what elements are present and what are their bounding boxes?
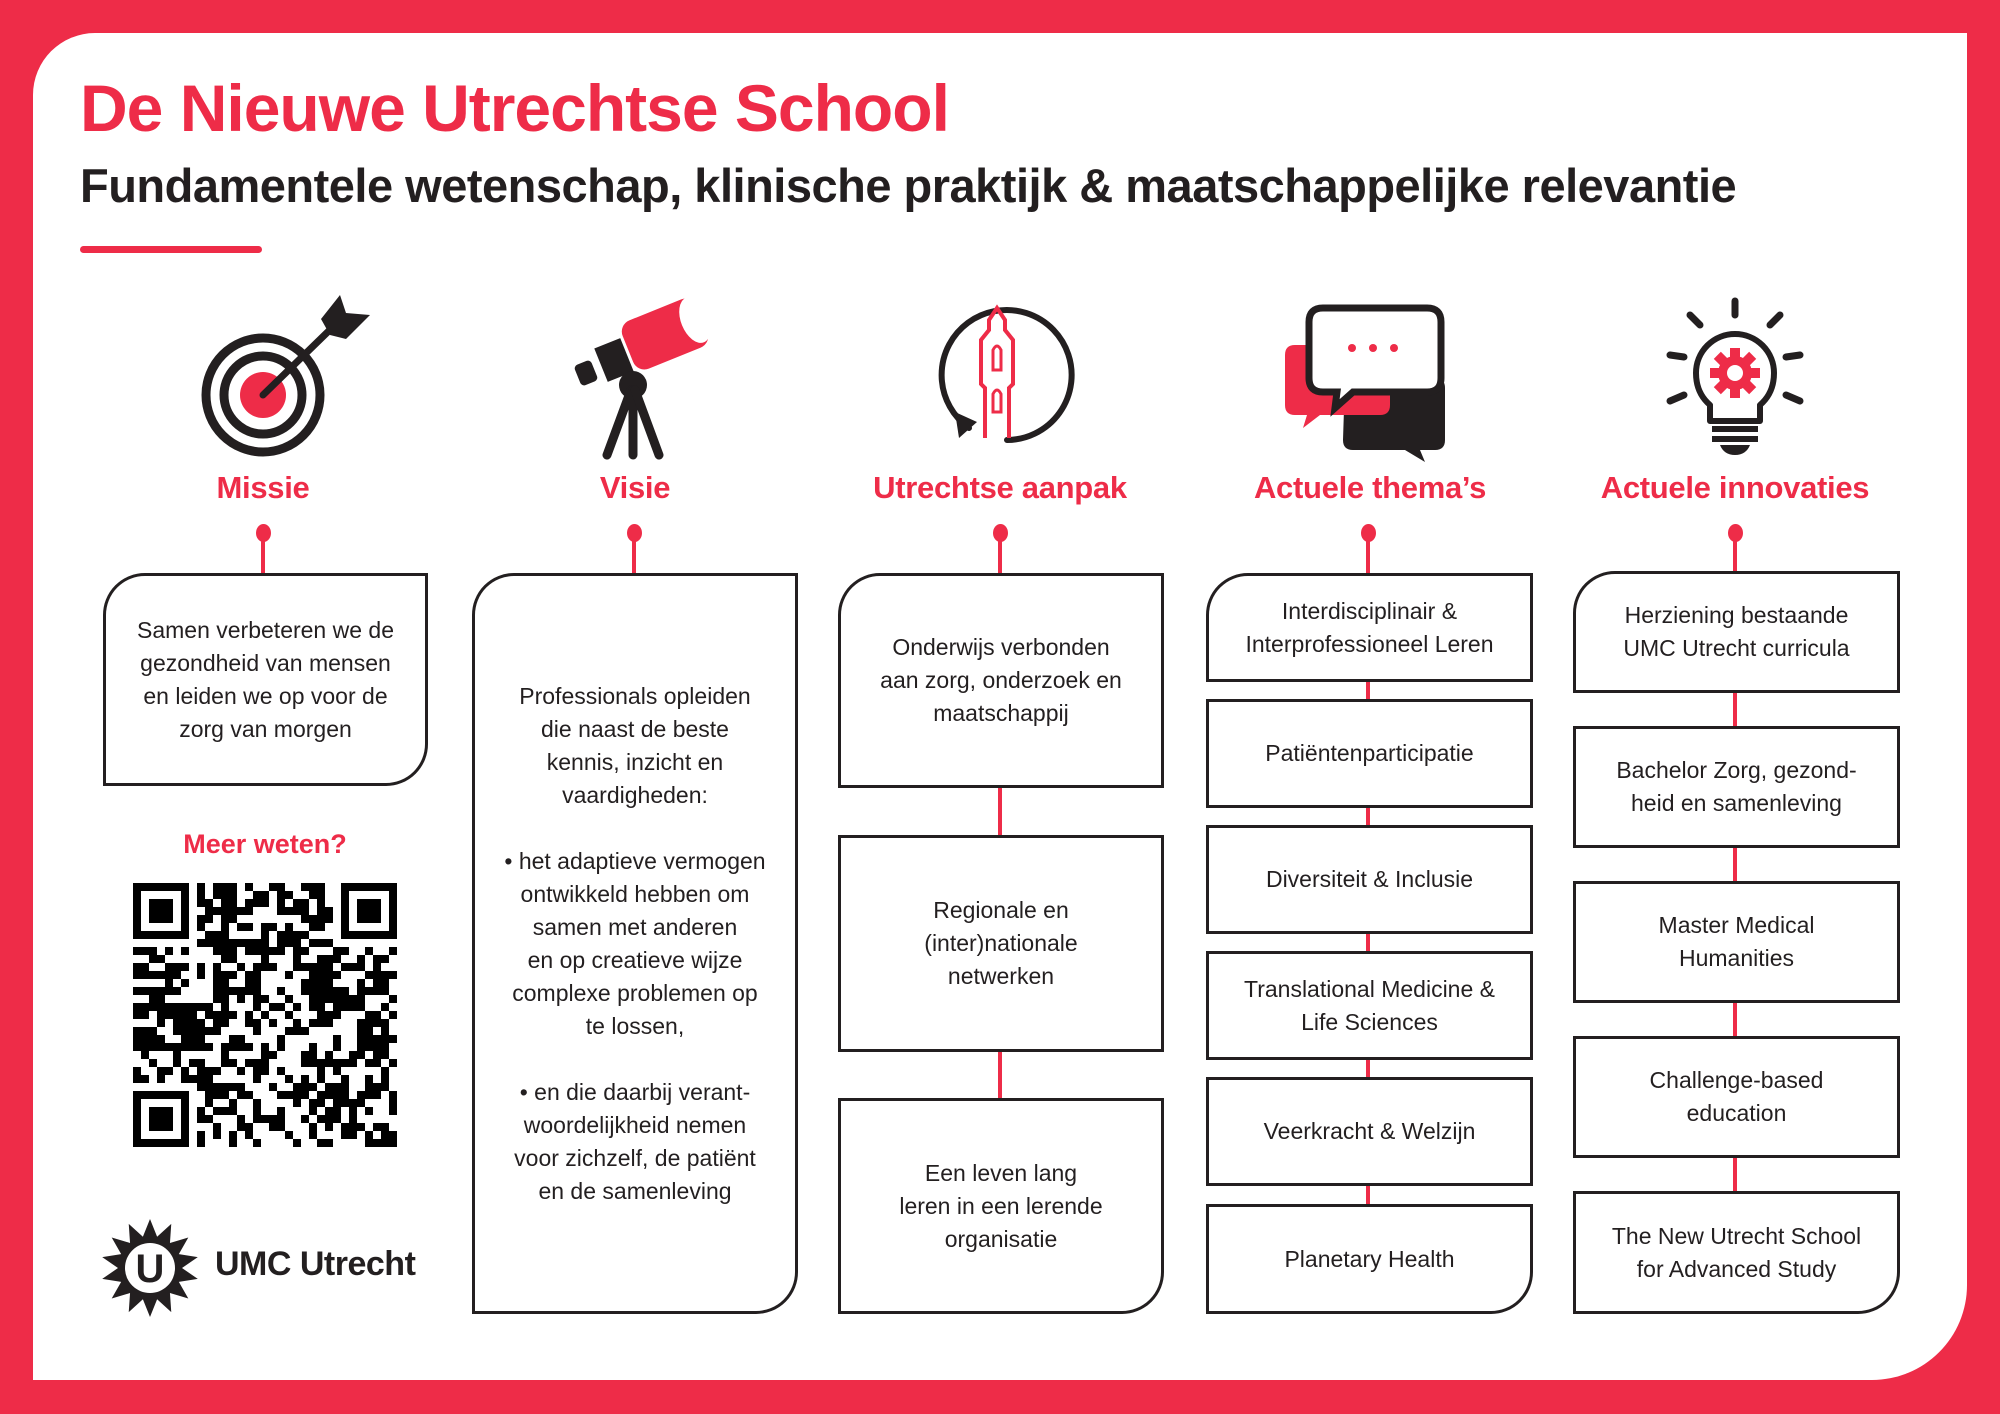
missie-box xyxy=(103,573,428,786)
thema-box xyxy=(1206,825,1533,934)
thema-box xyxy=(1206,951,1533,1060)
innovatie-box xyxy=(1573,571,1900,693)
aanpak-box xyxy=(838,1098,1164,1314)
column-label-visie: Visie xyxy=(599,470,671,505)
thema-text: Translational Medicine & Life Sciences xyxy=(1244,975,1495,1035)
column-label-utrechtse-aanpak: Utrechtse aanpak xyxy=(873,470,1127,505)
aanpak-text: Regionale en (inter)nationale netwerken xyxy=(924,897,1078,989)
target-icon xyxy=(200,285,380,465)
innovatie-text: Bachelor Zorg, gezond- heid en samenleving xyxy=(1616,757,1857,816)
aanpak-text: Onderwijs verbonden aan zorg, onderzoek en maatschappij xyxy=(880,634,1122,726)
aanpak-box xyxy=(838,835,1164,1052)
telescope-icon xyxy=(565,290,725,465)
meer-weten-label: Meer weten? xyxy=(183,829,347,859)
thema-box xyxy=(1206,1077,1533,1186)
logo-letter: U xyxy=(135,1247,165,1291)
thema-text: Veerkracht & Welzijn xyxy=(1263,1118,1476,1144)
innovatie-text: Herziening bestaande UMC Utrecht curricula xyxy=(1623,602,1850,661)
connector-line xyxy=(261,535,265,575)
innovatie-box xyxy=(1573,1036,1900,1158)
connector-line xyxy=(632,535,636,575)
thema-box xyxy=(1206,1204,1533,1314)
column-label-actuele-innovaties: Actuele innovaties xyxy=(1600,470,1870,505)
visie-box xyxy=(472,573,798,1314)
innovatie-box xyxy=(1573,881,1900,1003)
column-label-missie: Missie xyxy=(216,470,310,505)
umc-utrecht-logo-icon xyxy=(100,1218,200,1318)
aanpak-box xyxy=(838,573,1164,788)
page-title: De Nieuwe Utrechtse School xyxy=(80,71,949,145)
innovatie-box xyxy=(1573,1191,1900,1314)
missie-text: Samen verbeteren we de gezondheid van mensen en leiden we op voor de zorg van morgen xyxy=(137,616,394,742)
thema-text: Planetary Health xyxy=(1284,1245,1455,1272)
thema-text: Diversiteit & Inclusie xyxy=(1265,866,1474,892)
thema-box xyxy=(1206,699,1533,808)
thema-text: Patiëntenparticipatie xyxy=(1265,740,1474,766)
innovatie-text: Master Medical Humanities xyxy=(1658,912,1815,971)
page-subtitle: Fundamentele wetenschap, klinische praktijk & maatschappelijke relevantie xyxy=(80,159,1737,212)
innovatie-box xyxy=(1573,726,1900,848)
thema-text: Interdisciplinair & Interprofessioneel Leren xyxy=(1245,597,1494,657)
innovatie-text: The New Utrecht School for Advanced Study xyxy=(1611,1222,1862,1282)
dom-tower-cycle-icon xyxy=(925,300,1075,450)
lightbulb-gear-icon xyxy=(1660,293,1810,463)
innovatie-text: Challenge-based education xyxy=(1649,1067,1824,1126)
column-label-actuele-themas: Actuele thema’s xyxy=(1253,470,1487,505)
chat-bubbles-icon xyxy=(1285,300,1455,465)
umc-utrecht-logo-text: UMC Utrecht xyxy=(215,1245,416,1283)
thema-box xyxy=(1206,573,1533,682)
title-underline xyxy=(80,246,262,253)
visie-text: Professionals opleiden die naast de beste kennis, inzicht en vaardigheden: • het adaptieve vermogen ontwikkeld hebben om samen met anderen en op creatieve wijze complexe problemen op te lossen, • en die daarbij verant- woordelijkheid nemen voor zichzelf, de patiënt en de samenleving xyxy=(504,682,766,1204)
aanpak-text: Een leven lang leren in een lerende organisatie xyxy=(899,1159,1103,1252)
qr-code[interactable] xyxy=(133,883,397,1147)
